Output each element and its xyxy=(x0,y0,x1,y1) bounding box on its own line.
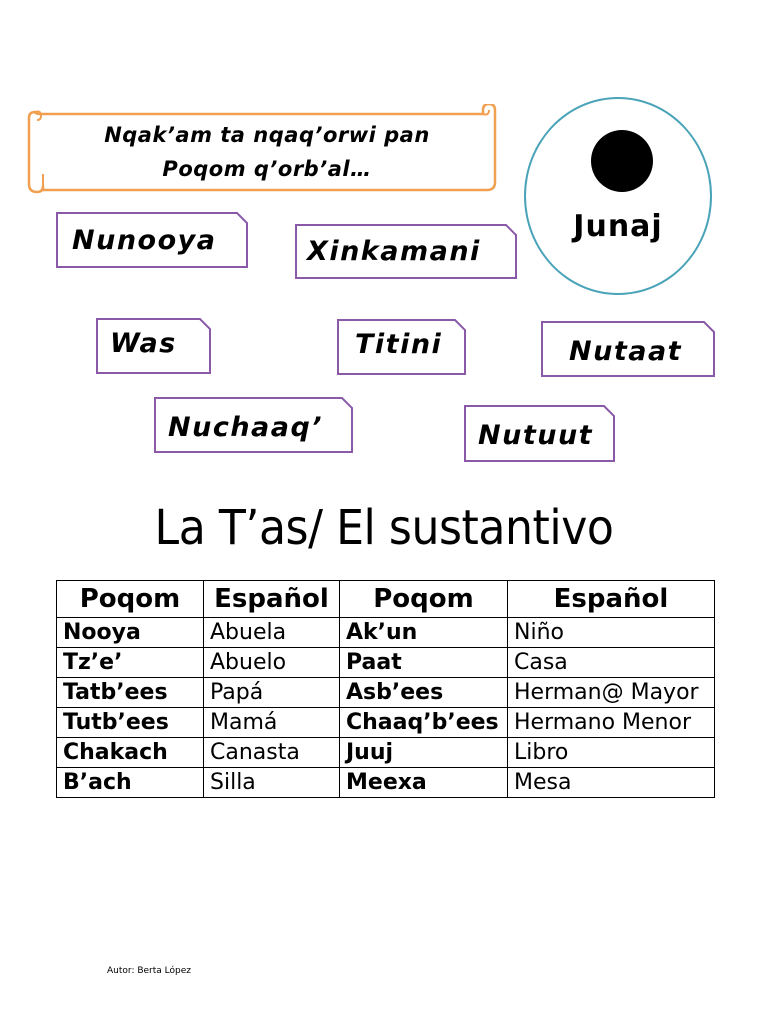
table-cell: Meexa xyxy=(340,768,508,798)
table-cell: Mesa xyxy=(508,768,715,798)
title-banner xyxy=(27,104,499,192)
column-header: Español xyxy=(508,581,715,618)
table-cell: Tatb’ees xyxy=(57,678,204,708)
table-cell: Paat xyxy=(340,648,508,678)
table-row xyxy=(57,618,715,648)
word-card-xinkamani xyxy=(295,224,517,279)
column-header: Poqom xyxy=(57,581,204,618)
table-cell: Ak’un xyxy=(340,618,508,648)
table-cell: Mamá xyxy=(204,708,340,738)
page-heading: La T’as/ El sustantivo xyxy=(154,500,614,556)
table-row xyxy=(57,648,715,678)
table-row xyxy=(57,678,715,708)
table-cell: Casa xyxy=(508,648,715,678)
dot-icon xyxy=(591,130,653,192)
table-header-row xyxy=(57,581,715,618)
word-text: Titini xyxy=(355,329,443,360)
word-text: Nunooya xyxy=(72,224,217,256)
table-cell: Abuela xyxy=(204,618,340,648)
table-cell: Hermano Menor xyxy=(508,708,715,738)
word-card-nunooya xyxy=(56,212,248,268)
word-card-was xyxy=(96,318,211,374)
table-cell: Papá xyxy=(204,678,340,708)
banner-line-1: Nqak’am ta nqaq’orwi pan xyxy=(104,123,430,147)
table-row xyxy=(57,738,715,768)
table-row xyxy=(57,708,715,738)
banner-line-2: Poqom q’orb’al… xyxy=(162,157,372,181)
number-circle xyxy=(524,97,712,295)
table-cell: Canasta xyxy=(204,738,340,768)
table-cell: B’ach xyxy=(57,768,204,798)
author-credit: Autor: Berta López xyxy=(107,966,191,976)
vocabulary-table xyxy=(56,580,715,798)
word-text: Nutuut xyxy=(478,420,594,451)
table-cell: Niño xyxy=(508,618,715,648)
word-card-titini xyxy=(337,319,466,375)
word-card-nutaat xyxy=(541,321,715,377)
table-cell: Libro xyxy=(508,738,715,768)
table-cell: Chaaq’b’ees xyxy=(340,708,508,738)
word-text: Nutaat xyxy=(569,335,683,367)
table-row xyxy=(57,768,715,798)
column-header: Poqom xyxy=(340,581,508,618)
table-cell: Herman@ Mayor xyxy=(508,678,715,708)
word-text: Nuchaaq’ xyxy=(168,411,324,443)
table-cell: Silla xyxy=(204,768,340,798)
word-text: Was xyxy=(110,328,177,359)
column-header: Español xyxy=(204,581,340,618)
table-cell: Tutb’ees xyxy=(57,708,204,738)
table-cell: Nooya xyxy=(57,618,204,648)
word-text: Xinkamani xyxy=(307,236,481,267)
table-cell: Abuelo xyxy=(204,648,340,678)
table-cell: Juuj xyxy=(340,738,508,768)
table-cell: Chakach xyxy=(57,738,204,768)
word-card-nuchaaq xyxy=(154,397,353,453)
word-card-nutuut xyxy=(464,405,615,462)
table-cell: Asb’ees xyxy=(340,678,508,708)
table-cell: Tz’e’ xyxy=(57,648,204,678)
number-label: Junaj xyxy=(573,209,663,244)
